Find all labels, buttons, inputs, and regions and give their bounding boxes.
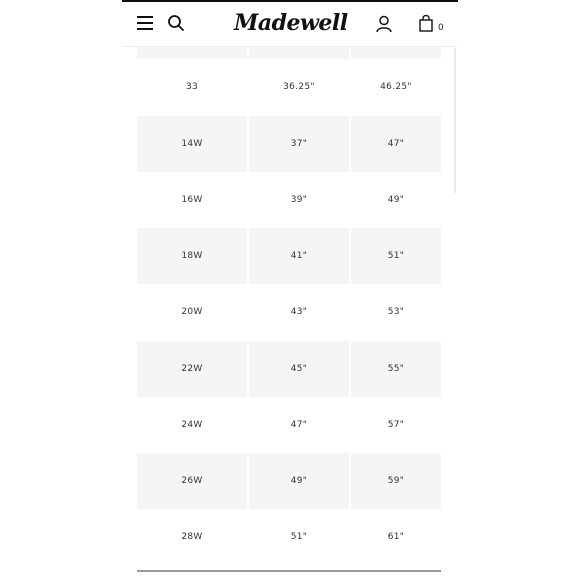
measurement-cell: 41" bbox=[249, 228, 349, 284]
mobile-screen bbox=[122, 0, 458, 580]
table-row bbox=[137, 116, 441, 172]
measurement-cell: 51" bbox=[249, 509, 349, 565]
size-cell: 20W bbox=[137, 284, 247, 340]
table-row bbox=[137, 172, 441, 228]
search-icon[interactable] bbox=[167, 14, 185, 32]
size-cell: 26W bbox=[137, 453, 247, 509]
table-bottom-divider bbox=[137, 570, 441, 572]
hamburger-menu-icon[interactable] bbox=[137, 16, 153, 30]
bag-count-badge: 0 bbox=[438, 23, 444, 33]
table-row bbox=[137, 341, 441, 397]
measurement-cell: 49" bbox=[249, 453, 349, 509]
brand-logo[interactable]: Madewell bbox=[234, 10, 348, 36]
shopping-bag-icon[interactable] bbox=[419, 14, 433, 32]
size-cell: 14W bbox=[137, 116, 247, 172]
table-row bbox=[137, 228, 441, 284]
measurement-cell: 53" bbox=[351, 284, 441, 340]
measurement-cell: 36.25" bbox=[249, 59, 349, 115]
measurement-cell: 55" bbox=[351, 341, 441, 397]
measurement-cell: 39" bbox=[249, 172, 349, 228]
measurement-cell: 57" bbox=[351, 397, 441, 453]
measurement-cell: 45" bbox=[249, 341, 349, 397]
size-cell: 22W bbox=[137, 341, 247, 397]
measurement-cell: 59" bbox=[351, 453, 441, 509]
size-cell: 28W bbox=[137, 509, 247, 565]
table-row bbox=[137, 397, 441, 453]
measurement-cell: 61" bbox=[351, 509, 441, 565]
measurement-cell: 37" bbox=[249, 116, 349, 172]
account-icon[interactable] bbox=[376, 15, 392, 33]
measurement-cell: 47" bbox=[249, 397, 349, 453]
table-row bbox=[137, 453, 441, 509]
table-row bbox=[137, 59, 441, 115]
size-cell: 16W bbox=[137, 172, 247, 228]
measurement-cell: 49" bbox=[351, 172, 441, 228]
table-row bbox=[137, 509, 441, 565]
measurement-cell: 46.25" bbox=[351, 59, 441, 115]
size-cell: 24W bbox=[137, 397, 247, 453]
size-cell: 18W bbox=[137, 228, 247, 284]
site-header bbox=[122, 2, 458, 47]
size-cell: 33 bbox=[137, 59, 247, 115]
measurement-cell: 43" bbox=[249, 284, 349, 340]
measurement-cell: 51" bbox=[351, 228, 441, 284]
scrollbar[interactable] bbox=[454, 48, 456, 193]
table-row bbox=[137, 284, 441, 340]
size-chart-table bbox=[137, 3, 441, 566]
measurement-cell: 47" bbox=[351, 116, 441, 172]
